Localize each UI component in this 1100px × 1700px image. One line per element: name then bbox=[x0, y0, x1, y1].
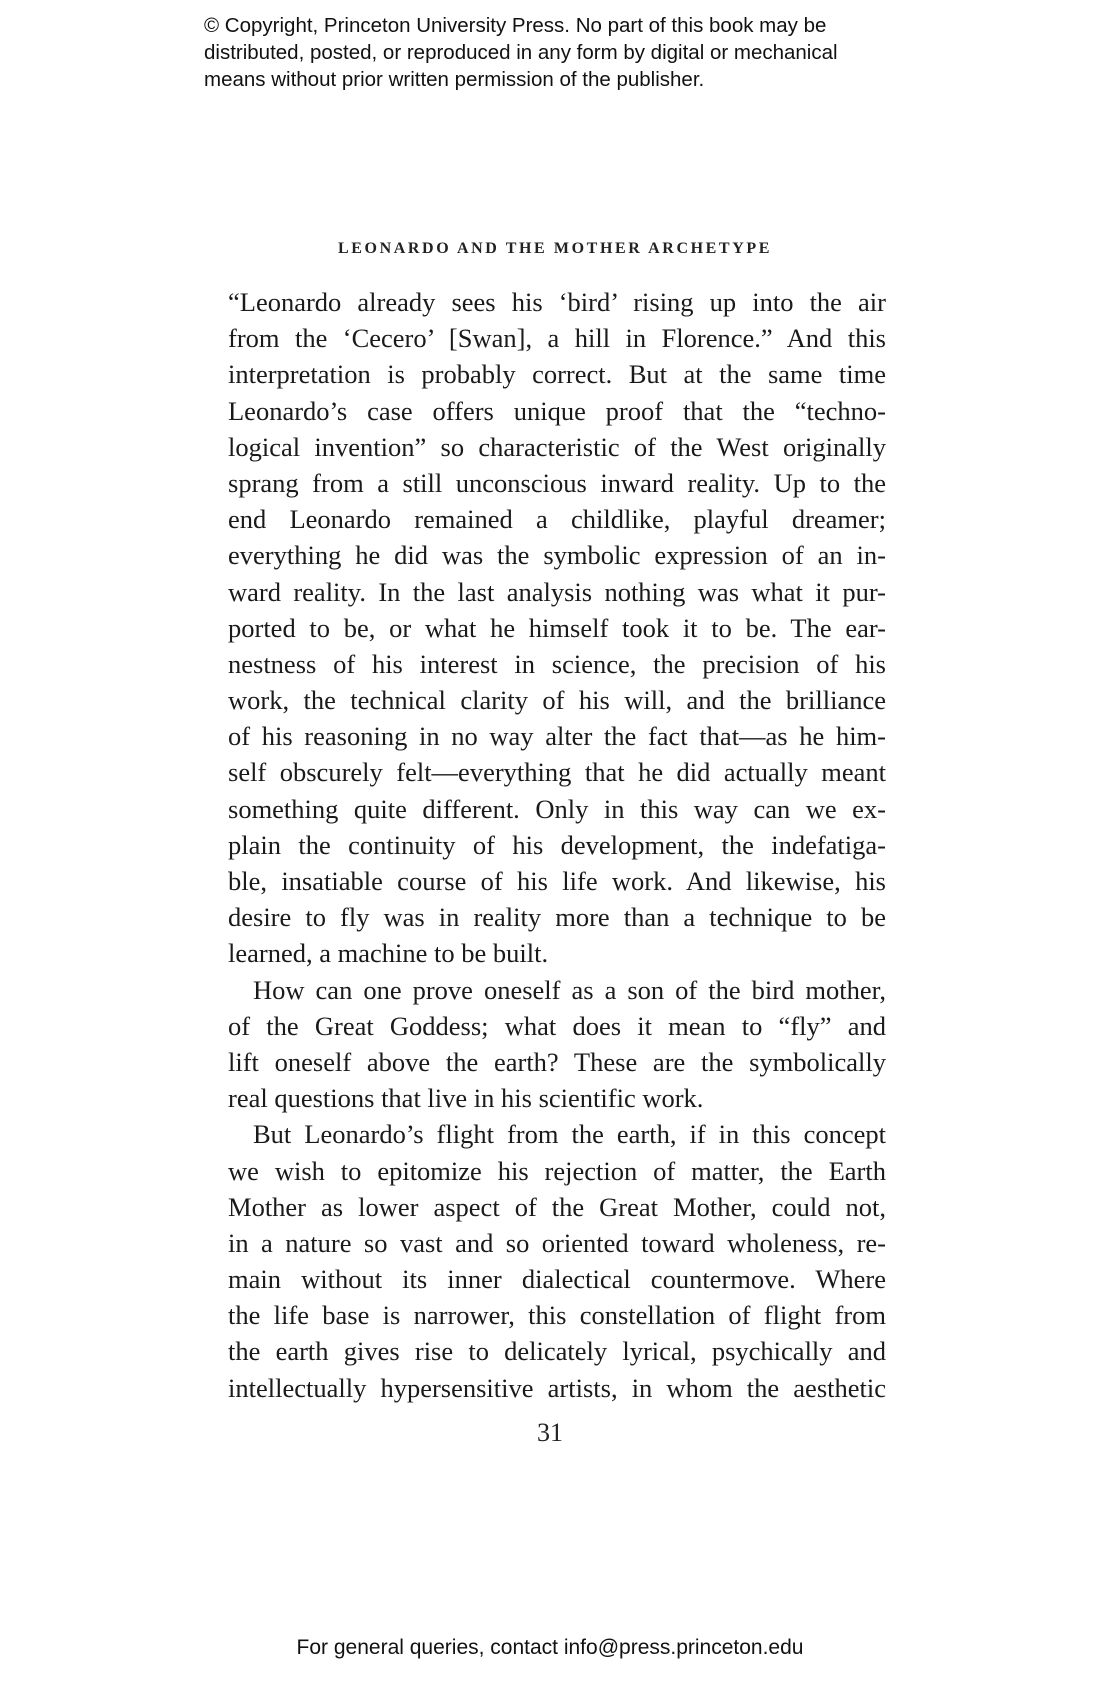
footer-contact: For general queries, contact info@press.princeton.edu bbox=[296, 1636, 804, 1659]
text-line: desire to fly was in reality more than a technique to be bbox=[228, 902, 886, 933]
copyright-notice bbox=[204, 12, 924, 93]
copyright-line: means without prior written permission of the publisher. bbox=[204, 68, 705, 91]
text-line: ward reality. In the last analysis nothing was what it pur- bbox=[228, 576, 886, 607]
text-line: sprang from a still unconscious inward reality. Up to the bbox=[228, 467, 886, 498]
copyright-line: © Copyright, Princeton University Press. No part of this book may be bbox=[204, 14, 827, 37]
text-line: learned, a machine to be built. bbox=[228, 938, 549, 969]
text-line: from the ‘Cecero’ [Swan], a hill in Florence.” And this bbox=[228, 323, 886, 354]
text-line: ported to be, or what he himself took it to be. The ear- bbox=[228, 612, 886, 643]
text-line: something quite different. Only in this way can we ex- bbox=[228, 793, 886, 824]
text-line: real questions that live in his scientific work. bbox=[228, 1083, 704, 1114]
body-text bbox=[228, 284, 886, 1406]
text-line: main without its inner dialectical countermove. Where bbox=[228, 1264, 886, 1295]
text-line: everything he did was the symbolic expression of an in- bbox=[228, 540, 886, 571]
text-line: of his reasoning in no way alter the fact that—as he him- bbox=[228, 721, 886, 752]
text-line: plain the continuity of his development, the indefatiga- bbox=[228, 829, 886, 860]
text-line: lift oneself above the earth? These are the symbolically bbox=[228, 1046, 886, 1077]
text-line: Mother as lower aspect of the Great Mother, could not, bbox=[228, 1191, 886, 1222]
text-line: ble, insatiable course of his life work. And likewise, his bbox=[228, 866, 886, 896]
text-line: we wish to epitomize his rejection of matter, the Earth bbox=[228, 1155, 886, 1186]
text-line: work, the technical clarity of his will, and the brilliance bbox=[228, 685, 886, 716]
text-line: logical invention” so characteristic of the West originally bbox=[228, 431, 886, 462]
text-line: the life base is narrower, this constellation of flight from bbox=[228, 1300, 886, 1331]
text-line: intellectually hypersensitive artists, in whom the aesthetic bbox=[228, 1372, 886, 1403]
text-line: interpretation is probably correct. But at the same time bbox=[228, 359, 886, 390]
page-number: 31 bbox=[537, 1418, 563, 1447]
text-line: the earth gives rise to delicately lyrical, psychically and bbox=[228, 1336, 886, 1367]
running-head: LEONARDO AND THE MOTHER ARCHETYPE bbox=[338, 240, 772, 257]
text-line: Leonardo’s case offers unique proof that the “techno- bbox=[228, 395, 886, 426]
text-line: of the Great Goddess; what does it mean to “fly” and bbox=[228, 1010, 886, 1041]
text-line: But Leonardo’s flight from the earth, if in this concept bbox=[253, 1119, 886, 1150]
text-line: “Leonardo already sees his ‘bird’ rising up into the air bbox=[228, 287, 886, 317]
text-line: self obscurely felt—everything that he did actually meant bbox=[228, 757, 886, 788]
text-line: How can one prove oneself as a son of the bird mother, bbox=[253, 974, 886, 1005]
text-line: in a nature so vast and so oriented toward wholeness, re- bbox=[228, 1227, 886, 1258]
text-line: nestness of his interest in science, the precision of his bbox=[228, 648, 886, 679]
text-line: end Leonardo remained a childlike, playful dreamer; bbox=[228, 504, 886, 535]
copyright-line: distributed, posted, or reproduced in any form by digital or mechanical bbox=[204, 41, 838, 64]
